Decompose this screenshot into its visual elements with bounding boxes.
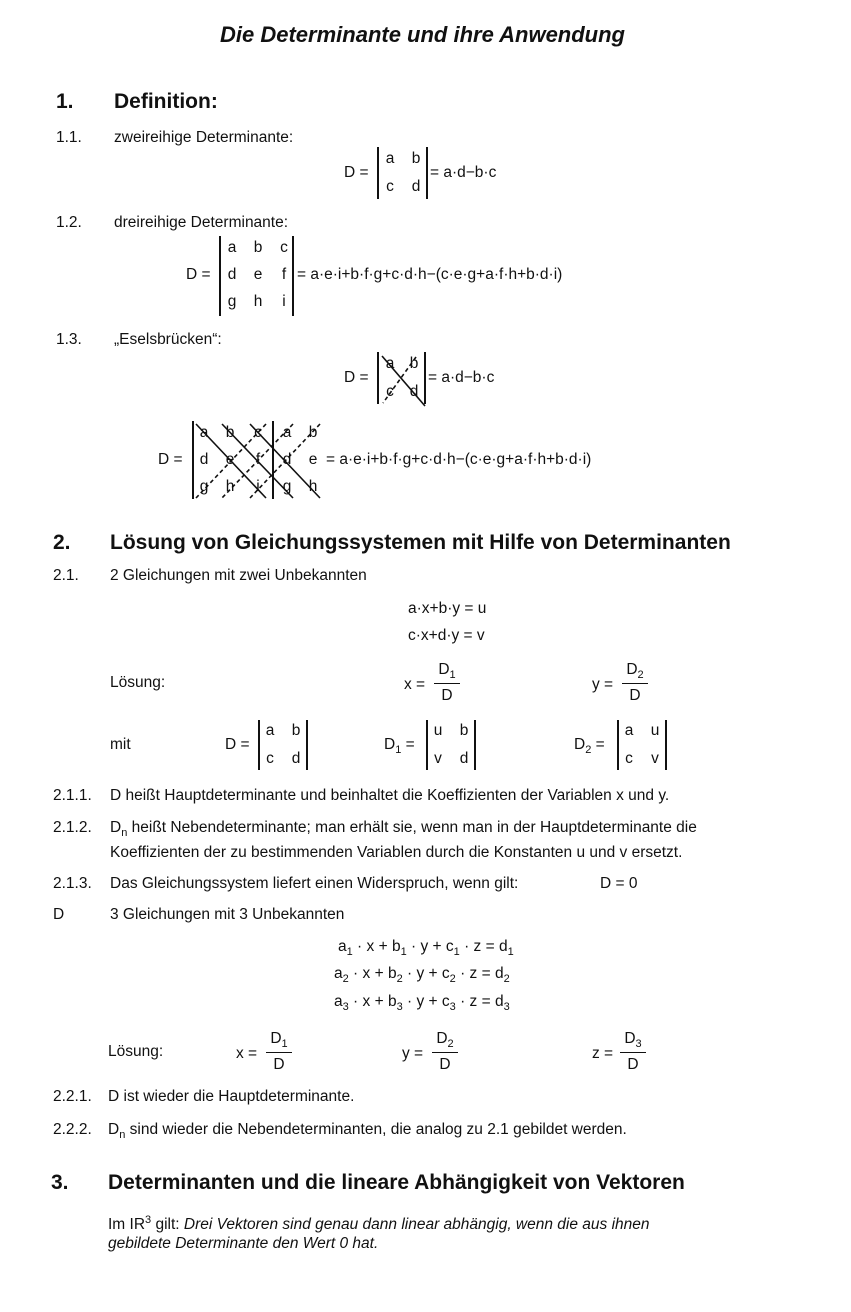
section-3-heading: Determinanten und die lineare Abhängigkeit von Vektoren: [108, 1171, 685, 1194]
item-2-1-3-text: Das Gleichungssystem liefert einen Widerspruch, wenn gilt:: [110, 875, 519, 892]
item-1-2-number: 1.2.: [56, 214, 82, 231]
mnemonic2-entry: c: [386, 383, 394, 400]
y3-fraction-line: [432, 1052, 458, 1053]
item-2-1-2-number: 2.1.2.: [53, 819, 92, 836]
item-2-1-3-number: 2.1.3.: [53, 875, 92, 892]
z3-fraction-line: [620, 1052, 646, 1053]
equation-1: a·x+b·y = u: [408, 600, 487, 617]
D-entry: a: [265, 722, 275, 739]
z3-numerator: $D_3$: [624, 1030, 642, 1051]
z3-denominator: D: [627, 1056, 639, 1073]
sarrus-entry: f: [255, 451, 261, 468]
item-1-3-number: 1.3.: [56, 331, 82, 348]
D-lhs: D =: [225, 736, 250, 753]
item-2-2-label: 3 Gleichungen mit 3 Unbekannten: [110, 906, 345, 923]
D2-entry: v: [651, 750, 659, 767]
det3-entry: f: [281, 266, 287, 283]
x-numerator: $D_1$: [438, 661, 456, 682]
D-entry: c: [266, 750, 274, 767]
x3-numerator: $D_1$: [270, 1030, 288, 1051]
y3-denominator: D: [439, 1056, 451, 1073]
item-2-1-label: 2 Gleichungen mit zwei Unbekannten: [110, 567, 367, 584]
sarrus-entry: a: [199, 424, 209, 441]
y-numerator: $D_2$: [626, 661, 644, 682]
x3-fraction-line: [266, 1052, 292, 1053]
D-right-bar: [306, 720, 308, 770]
D2-entry: c: [625, 750, 633, 767]
det3-entry: i: [282, 293, 286, 310]
D1-right-bar: [474, 720, 476, 770]
item-2-1-1-number: 2.1.1.: [53, 787, 92, 804]
D1-lhs: $D_1$ =: [384, 736, 415, 757]
y3-lhs: y =: [402, 1045, 424, 1062]
sarrus-entry: e: [308, 451, 318, 468]
solution-label-3x3: Lösung:: [108, 1043, 164, 1060]
item-1-3-label: „Eselsbrücken“:: [114, 331, 222, 348]
item-2-1-2-text-2: Koeffizienten der zu bestimmenden Variablen durch die Konstanten u und v ersetzt.: [110, 844, 683, 861]
det3-entry: a: [227, 239, 237, 256]
item-2-1-number: 2.1.: [53, 567, 79, 584]
item-2-2-number: D: [53, 906, 65, 923]
det2-entry-c: c: [386, 178, 394, 195]
det3-entry: h: [253, 293, 263, 310]
item-2-1-1-text: D heißt Hauptdeterminante und beinhaltet die Koeffizienten der Variablen x und y.: [110, 787, 670, 804]
y-lhs: y =: [592, 676, 614, 693]
sarrus-entry: h: [308, 478, 318, 495]
D2-lhs: $D_2$ =: [574, 736, 605, 757]
x-fraction-line: [434, 683, 460, 684]
mnemonic2-entry: d: [409, 383, 419, 400]
det3-lhs: D =: [186, 266, 211, 283]
item-2-2-2-text: $D_n$ sind wieder die Nebendeterminanten, die analog zu 2.1 gebildet werden.: [108, 1121, 627, 1142]
page-title: Die Determinante und ihre Anwendung: [220, 22, 625, 47]
mnemonic2-entry: a: [385, 355, 395, 372]
section-2-number: 2.: [53, 531, 71, 554]
equation-3x3-2: $a_2 \cdot x + b_2 \cdot y + c_2 \cdot z = d_2$: [334, 965, 510, 986]
equation-3x3-3: $a_3 \cdot x + b_3 \cdot y + c_3 \cdot z = d_3$: [334, 993, 510, 1014]
x3-lhs: x =: [236, 1045, 258, 1062]
item-1-1-label: zweireihige Determinante:: [114, 129, 294, 146]
sarrus-entry: g: [282, 478, 292, 495]
D1-entry: v: [434, 750, 442, 767]
sarrus-rhs: = a·e·i+b·f·g+c·d·h−(c·e·g+a·f·h+b·d·i): [326, 451, 592, 468]
det2-rhs: = a·d−b·c: [430, 164, 497, 181]
det3-entry: g: [227, 293, 237, 310]
section-2-heading: Lösung von Gleichungssystemen mit Hilfe von Determinanten: [110, 531, 731, 554]
det2-entry-a: a: [385, 150, 395, 167]
sarrus-entry: a: [282, 424, 292, 441]
D1-entry: b: [459, 722, 469, 739]
D2-right-bar: [665, 720, 667, 770]
item-2-2-2-number: 2.2.2.: [53, 1121, 92, 1138]
sarrus-entry: c: [254, 424, 262, 441]
det3-entry: e: [253, 266, 263, 283]
y3-numerator: $D_2$: [436, 1030, 454, 1051]
mnemonic2-lhs: D =: [344, 369, 369, 386]
x-lhs: x =: [404, 676, 426, 693]
D-entry: d: [291, 750, 301, 767]
item-1-1-number: 1.1.: [56, 129, 82, 146]
y-denominator: D: [629, 687, 641, 704]
mnemonic2-rhs: = a·d−b·c: [428, 369, 495, 386]
D2-left-bar: [617, 720, 619, 770]
solution-label: Lösung:: [110, 674, 166, 691]
sarrus-entry: d: [199, 451, 209, 468]
item-2-2-1-text: D ist wieder die Hauptdeterminante.: [108, 1088, 355, 1105]
equation-3x3-1: $a_1 \cdot x + b_1 \cdot y + c_1 \cdot z = d_1$: [338, 938, 514, 959]
det3-rhs: = a·e·i+b·f·g+c·d·h−(c·e·g+a·f·h+b·d·i): [297, 266, 563, 283]
item-2-2-1-number: 2.2.1.: [53, 1088, 92, 1105]
x-denominator: D: [441, 687, 453, 704]
det3-entry: d: [227, 266, 237, 283]
D1-entry: d: [459, 750, 469, 767]
sarrus-entry: h: [225, 478, 235, 495]
item-2-1-2-text-1: $D_n$ heißt Nebendeterminante; man erhält sie, wenn man in der Hauptdeterminante die: [110, 819, 697, 840]
section-1-heading: Definition:: [114, 90, 218, 113]
x3-denominator: D: [273, 1056, 285, 1073]
sarrus-entry: g: [199, 478, 209, 495]
det2-lhs: D =: [344, 164, 369, 181]
sarrus-lhs: D =: [158, 451, 183, 468]
section-3-text-1: Im $IR^3$ gilt: Drei Vektoren sind genau dann linear abhängig, wenn die aus ihnen: [108, 1214, 650, 1234]
D-left-bar: [258, 720, 260, 770]
det3-entry: b: [253, 239, 263, 256]
equation-2: c·x+d·y = v: [408, 627, 485, 644]
mnemonic2-entry: b: [409, 355, 419, 372]
z3-lhs: z =: [592, 1045, 614, 1062]
sarrus-entry: e: [225, 451, 235, 468]
det3-entry: c: [280, 239, 288, 256]
item-1-2-label: dreireihige Determinante:: [114, 214, 289, 231]
D1-entry: u: [433, 722, 443, 739]
sarrus-entry: b: [308, 424, 318, 441]
sarrus-entry: b: [225, 424, 235, 441]
D2-entry: u: [650, 722, 660, 739]
item-2-1-3-condition: D = 0: [600, 875, 638, 892]
y-fraction-line: [622, 683, 648, 684]
sarrus-entry: i: [256, 478, 260, 495]
det2-entry-d: d: [411, 178, 421, 195]
section-3-text-2: gebildete Determinante den Wert 0 hat.: [108, 1235, 379, 1252]
D1-left-bar: [426, 720, 428, 770]
mit-label: mit: [110, 736, 131, 753]
sarrus-entry: d: [282, 451, 292, 468]
D-entry: b: [291, 722, 301, 739]
section-1-number: 1.: [56, 90, 74, 113]
det2-entry-b: b: [411, 150, 421, 167]
section-3-number: 3.: [51, 1171, 69, 1194]
D2-entry: a: [624, 722, 634, 739]
